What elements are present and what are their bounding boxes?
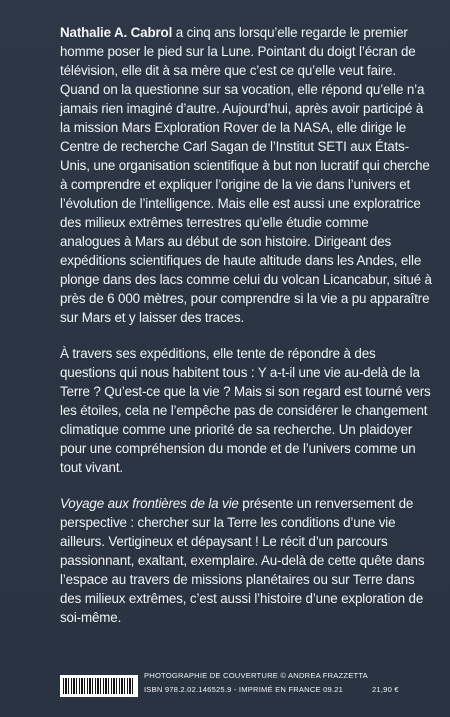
price: 21,90 € [372,685,399,694]
book-title: Voyage aux frontières de la vie [60,496,239,511]
blurb-paragraph-3 [60,494,432,627]
blurb-paragraph-2: À travers ses expéditions, elle tente de répondre à des questions qui nous habitent tous : Y a-t-il une vie au-delà de la Terre ? Qu’est-ce que la vie ? Mais si son regard est tourné vers les étoiles, cela ne l’empêche pas de considérer le changement climatique comme une priorité de sa recherche. Un plaidoyer pour une compréhension du monde et de l’univers comme un tout vivant. [60,346,431,475]
blurb [60,23,432,644]
author-name: Nathalie A. Cabrol [60,25,173,40]
paragraph-1-text: a cinq ans lorsqu’elle regarde le premier homme poser le pied sur la Lune. Pointant du doigt l’écran de télévision, elle dit à sa mère que c’est ce qu’elle veut faire. Quand on la questionne sur sa vocation, elle répond qu’elle n’a jamais rien imaginé d’autre. Aujourd’hui, après avoir participé à la mission Mars Exploration Rover de la NASA, elle dirige le Centre de recherche Carl Sagan de l’Institut SETI aux États-Unis, une organisation scientifique à but non lucratif qui cherche à comprendre et expliquer l’origine de la vie dans l’univers et l’évolution de l’intelligence. Mais elle est aussi une exploratrice des milieux extrêmes terrestres qu’elle étudie comme analogues à Mars au début de son histoire. Dirigeant des expéditions scientifiques de haute altitude dans les Andes, elle plonge dans des lacs comme celui du volcan Licancabur, situé à près de 6 000 mètres, pour comprendre si la vie a pu apparaître sur Mars et y laisser des traces. [60,25,432,325]
isbn-line: ISBN 978.2.02.146525.9 - IMPRIMÉ EN FRANCE 09.21 [144,685,344,694]
photo-credit: PHOTOGRAPHIE DE COUVERTURE © ANDREA FRAZZETTA [144,671,368,680]
blurb-paragraph-1 [60,23,432,327]
back-cover-footer [60,664,400,702]
barcode-icon [60,675,138,697]
paragraph-3-text: présente un renversement de perspective : chercher sur la Terre les conditions d’une vie ailleurs. Vertigineux et dépaysant ! Le récit d’un parcours passionnant, exaltant, exemplaire. Au-delà de cette quête dans l’espace au travers de missions planétaires ou sur Terre dans des milieux extrêmes, c’est aussi l’histoire d’une exploration de soi-même. [60,496,425,625]
